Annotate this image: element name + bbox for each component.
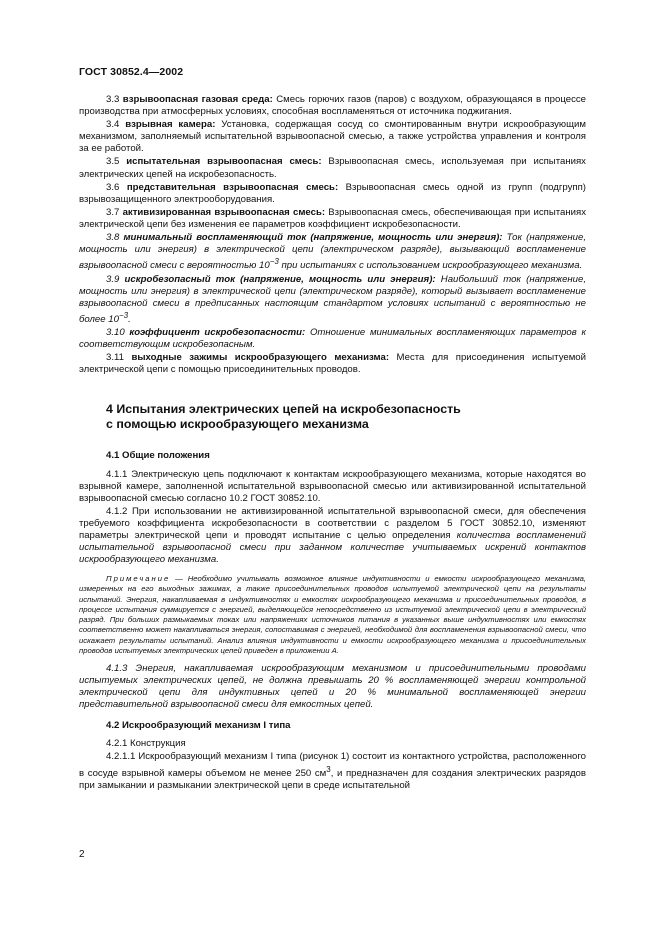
term: выходные зажимы искрообразующего механизма: <box>131 352 390 364</box>
note: Примечание — Необходимо учитывать возможное влияние индуктивности и емкости искрообразующего механизма, измеренных на его выходных зажимах, а также присоединительных проводов испытуемой электрической цепи на результаты испытаний. Энергия, накапливаемая в индуктивностях и емкостях искрообразующего механизма и присоединительных проводов, в процессе испытания суммируется с энергией, выделяющейся непосредственно из испытуемой электрической цепи в электрический разряд. При больших размыкаемых токах или напряжениях источников питания в указанных выше индуктивностях или емкостях соответственно может накапливаться энергия, сопоставимая с энергией, необходимой для воспламенения взрывоопасной смеси, что искажает результаты испытаний. Анализ влияния индуктивности и емкости искрообразующего механизма и присоединительных проводов испытуемых электрических цепей приведен в приложении А. <box>79 574 586 655</box>
document-header: ГОСТ 30852.4—2002 <box>79 66 184 78</box>
section-4-heading: 4 Испытания электрических цепей на искробезопасность с помощью искрообразующего механизма <box>106 402 461 432</box>
definition-3-4: 3.4 взрывная камера: Установка, содержащая сосуд со смонтированным внутри искрообразующим механизмом, заполняемый испытательной взрывоопасной смесью, а также устройства управления и контроля за ее работой. <box>79 119 586 155</box>
document-body <box>79 94 586 793</box>
term: взрывная камера: <box>125 119 216 131</box>
paragraph-4-2-1-1: 4.2.1.1 Искрообразующий механизм I типа (рисунок 1) состоит из контактного устройства, расположенного в сосуде взрывной камеры объемом не менее 250 $см^3$, и предназначен для создания электрических разрядов при замыкании и размыкании электрической цепи в среде испытательной <box>79 751 586 791</box>
subsection-4-2-heading: 4.2 Искрообразующий механизм I типа <box>106 720 291 732</box>
term: испытательная взрывоопасная смесь: <box>126 156 322 168</box>
paragraph-4-2-1: 4.2.1 Конструкция <box>106 738 186 750</box>
term: минимальный воспламеняющий ток (напряжение, мощность или энергия): <box>123 232 503 244</box>
paragraph-4-1-1: 4.1.1 Электрическую цепь подключают к контактам искрообразующего механизма, которые находятся во взрывной камере, заполненной испытательной взрывоопасной смесью или активизированной испытательной взрывоопасной смесью согласно 10.2 ГОСТ 30852.10. <box>79 468 586 504</box>
subsection-4-1-heading: 4.1 Общие положения <box>106 450 210 462</box>
term: искробезопасный ток (напряжение, мощность или энергия): <box>124 273 436 285</box>
definition-3-3: 3.3 взрывоопасная газовая среда: Смесь горючих газов (паров) с воздухом, образующаяся в процессе производства при атмосферных условиях, способная воспламеняться от источника поджигания. <box>79 94 587 118</box>
definition-3-9: 3.9 искробезопасный ток (напряжение, мощность или энергия): Наибольший ток (напряжение, мощность или энергия) в электрической цепи (электрическом разряде), который вызывает воспламенение взрывоопасной смеси в предписанных настоящим стандартом условиях испытаний с вероятностью не более $10^{-3}$. <box>79 273 587 325</box>
note-label: Примечание <box>106 574 171 584</box>
term: представительная взрывоопасная смесь: <box>126 181 339 193</box>
term: взрывоопасная газовая среда: <box>122 94 273 105</box>
page-number: 2 <box>79 849 85 860</box>
term: активизированная взрывоопасная смесь: <box>122 206 326 218</box>
definition-3-8: 3.8 минимальный воспламеняющий ток (напряжение, мощность или энергия): Ток (напряжение, мощность или энергия) в электрической цепи (электрическом разряде), вызывающий воспламенение взрывоопасной смеси с вероятностью $10^{-3}$ при испытаниях с использованием искрообразующего механизма. <box>79 232 587 272</box>
paragraph-4-1-3: 4.1.3 Энергия, накапливаемая искрообразующим механизмом и присоединительными проводами испытуемых электрических цепей, не должна превышать 20 % воспламеняющей энергии контрольной электрической цепи для индуктивных цепей и 20 % минимальной воспламеняющей энергии представительной взрывоопасной смеси для емкостных цепей. <box>79 662 586 711</box>
definition-3-11: 3.11 выходные зажимы искрообразующего механизма: Места для присоединения испытуемой электрической цепи с помощью присоединительных проводов. <box>79 352 587 376</box>
definition-3-10: 3.10 коэффициент искробезопасности: Отношение минимальных воспламеняющих параметров к соответствующим искробезопасным. <box>79 327 586 351</box>
definition-3-7: 3.7 активизированная взрывоопасная смесь: Взрывоопасная смесь, обеспечивающая при испытаниях электрической цепи без изменения ее параметров коэффициент искробезопасности. <box>79 206 587 230</box>
paragraph-4-1-2: 4.1.2 При использовании не активизированной испытательной взрывоопасной смеси, для обеспечения требуемого коэффициента искробезопасности в соответствии с разделом 5 ГОСТ 30852.10, изменяют параметры электрической цепи и проводят испытание с целью определения количества воспламенений испытательной взрывоопасной смеси при заданном количестве учитываемых искрений контактов искрообразующего механизма. <box>79 505 586 566</box>
term: коэффициент искробезопасности: <box>129 327 306 339</box>
definition-3-5: 3.5 испытательная взрывоопасная смесь: Взрывоопасная смесь, используемая при испытаниях электрических цепей на искробезопасность. <box>79 156 586 180</box>
definition-3-6: 3.6 представительная взрывоопасная смесь: Взрывоопасная смесь одной из групп (подгрупп) взрывозащищенного электрооборудования. <box>79 181 586 205</box>
